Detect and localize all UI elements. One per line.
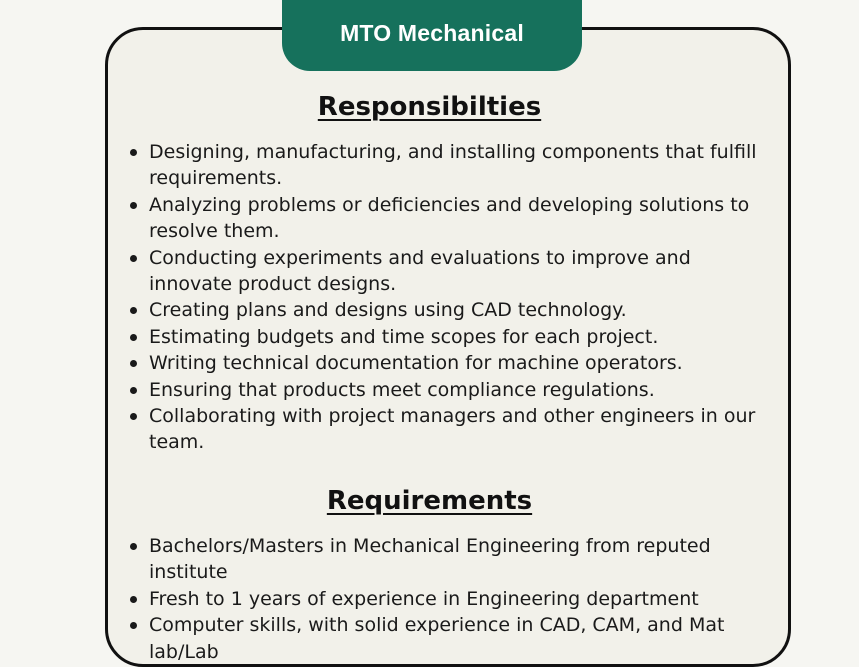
list-item: Analyzing problems or deficiencies and developing solutions to resolve them. bbox=[127, 192, 777, 245]
list-item: Conducting experiments and evaluations to improve and innovate product designs. bbox=[127, 245, 777, 298]
list-item: Estimating budgets and time scopes for each project. bbox=[127, 324, 777, 350]
list-item: Computer skills, with solid experience in CAD, CAM, and Mat lab/Lab bbox=[127, 612, 777, 665]
responsibilities-heading: Responsibilties bbox=[317, 92, 542, 122]
list-item: Writing technical documentation for machine operators. bbox=[127, 350, 777, 376]
list-item: Designing, manufacturing, and installing components that fulfill requirements. bbox=[127, 139, 777, 192]
responsibilities-list bbox=[127, 139, 777, 456]
title-banner bbox=[282, 0, 582, 71]
list-item: Ensuring that products meet compliance regulations. bbox=[127, 377, 777, 403]
list-item: Bachelors/Masters in Mechanical Engineering from reputed institute bbox=[127, 533, 777, 586]
list-item: Creating plans and designs using CAD technology. bbox=[127, 297, 777, 323]
requirements-heading: Requirements bbox=[326, 486, 533, 516]
list-item: Fresh to 1 years of experience in Engineering department bbox=[127, 586, 777, 612]
job-title: MTO Mechanical bbox=[340, 20, 524, 46]
requirements-list bbox=[127, 533, 777, 665]
list-item: Collaborating with project managers and other engineers in our team. bbox=[127, 403, 777, 456]
